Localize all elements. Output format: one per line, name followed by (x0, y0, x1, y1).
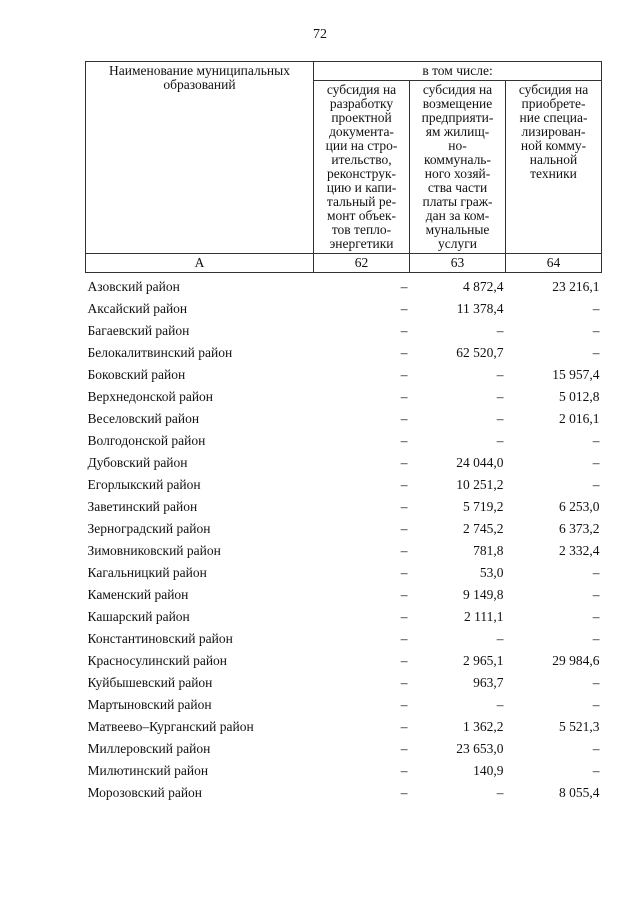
page-number: 72 (313, 27, 327, 42)
col-63-value: – (496, 323, 504, 338)
municipality-name: Мартыновский район (87, 697, 212, 712)
municipality-name: Морозовский район (87, 785, 203, 800)
municipality-name: Егорлыкский район (87, 477, 201, 492)
col-64-value: – (592, 741, 600, 756)
col-64-value: – (592, 675, 600, 690)
municipality-name: Константиновский район (87, 631, 233, 646)
table-row (86, 650, 602, 672)
table-row (86, 364, 602, 386)
col-63-header (410, 81, 506, 254)
table-row (86, 760, 602, 782)
col-62-value: – (400, 785, 408, 800)
subsidy-table (85, 61, 602, 804)
municipality-name: Азовский район (87, 279, 180, 294)
col-63-value: 62 520,7 (456, 345, 504, 360)
col-64-value: 2 016,1 (559, 411, 600, 426)
col-62-value: – (400, 433, 408, 448)
table-row (86, 716, 602, 738)
col-64-value: – (592, 345, 600, 360)
col-63-value: 781,8 (473, 543, 504, 558)
col-62-header (314, 81, 410, 254)
col-62-value: – (400, 521, 408, 536)
colnum-a: А (86, 254, 314, 273)
col-63-value: – (496, 697, 504, 712)
col-62-value: – (400, 675, 408, 690)
col-63-value: 11 378,4 (456, 301, 504, 316)
col-63-value: 2 965,1 (463, 653, 504, 668)
col-64-value: 8 055,4 (559, 785, 600, 800)
municipality-name-header (86, 62, 314, 254)
municipality-name: Верхнедонской район (87, 389, 214, 404)
table-row (86, 738, 602, 760)
table-row (86, 496, 602, 518)
colnum-63: 63 (410, 254, 506, 273)
municipality-name: Веселовский район (87, 411, 200, 426)
col-63-value: 5 719,2 (463, 499, 504, 514)
col-64-value: – (592, 587, 600, 602)
col-62-value: – (400, 323, 408, 338)
municipality-name: Боковский район (87, 367, 186, 382)
municipality-name: Милютинский район (87, 763, 209, 778)
municipality-name: Дубовский район (87, 455, 188, 470)
municipality-name: Белокалитвинский район (87, 345, 233, 360)
table-row (86, 386, 602, 408)
table-header (86, 62, 602, 273)
col-62-header-text: субсидия на разработку проектной документа- ции на стро- ительство, реконструк- цию и капи- тальный ре- монт объек- тов тепло- энергетики (325, 82, 398, 251)
table-row (86, 273, 602, 299)
table-row (86, 628, 602, 650)
col-63-value: 963,7 (473, 675, 504, 690)
col-63-value: 4 872,4 (463, 279, 504, 294)
table-row (86, 606, 602, 628)
col-63-value: 2 745,2 (463, 521, 504, 536)
col-62-value: – (400, 697, 408, 712)
col-63-value: – (496, 367, 504, 382)
table-row (86, 474, 602, 496)
municipality-name: Каменский район (87, 587, 189, 602)
table-row (86, 452, 602, 474)
colnum-62: 62 (314, 254, 410, 273)
col-62-value: – (400, 411, 408, 426)
col-63-value: 140,9 (473, 763, 504, 778)
col-64-value: 15 957,4 (552, 367, 600, 382)
municipality-name: Матвеево–Курганский район (87, 719, 254, 734)
col-62-value: – (400, 653, 408, 668)
col-62-value: – (400, 345, 408, 360)
col-62-value: – (400, 741, 408, 756)
municipality-name: Зерноградский район (87, 521, 211, 536)
col-62-value: – (400, 455, 408, 470)
table-row (86, 342, 602, 364)
col-62-value: – (400, 763, 408, 778)
col-64-value: 5 521,3 (559, 719, 600, 734)
col-64-value: 5 012,8 (559, 389, 600, 404)
col-63-value: 24 044,0 (456, 455, 504, 470)
col-64-value: 2 332,4 (559, 543, 600, 558)
table-body (86, 273, 602, 805)
col-62-value: – (400, 301, 408, 316)
col-64-value: 23 216,1 (552, 279, 600, 294)
col-64-value: 6 373,2 (559, 521, 600, 536)
col-64-value: 6 253,0 (559, 499, 600, 514)
table-row (86, 518, 602, 540)
col-62-value: – (400, 587, 408, 602)
table-row (86, 430, 602, 452)
col-63-value: 9 149,8 (463, 587, 504, 602)
col-64-value: – (592, 455, 600, 470)
table-row (86, 782, 602, 804)
col-62-value: – (400, 279, 408, 294)
column-number-row (86, 254, 602, 273)
table-row (86, 540, 602, 562)
col-62-value: – (400, 389, 408, 404)
col-63-value: – (496, 785, 504, 800)
col-64-value: 29 984,6 (552, 653, 600, 668)
municipality-name: Багаевский район (87, 323, 190, 338)
table-row (86, 694, 602, 716)
municipality-name: Аксайский район (87, 301, 188, 316)
col-63-value: 10 251,2 (456, 477, 504, 492)
table-row (86, 584, 602, 606)
col-62-value: – (400, 609, 408, 624)
col-64-value: – (592, 631, 600, 646)
municipality-name: Зимовниковский район (87, 543, 221, 558)
col-63-value: – (496, 631, 504, 646)
col-62-value: – (400, 367, 408, 382)
municipality-name: Красносулинский район (87, 653, 228, 668)
municipality-name: Куйбышевский район (87, 675, 213, 690)
col-64-value: – (592, 697, 600, 712)
col-64-value: – (592, 477, 600, 492)
col-64-value: – (592, 763, 600, 778)
municipality-name: Кагальницкий район (87, 565, 207, 580)
in-that-number-header: в том числе: (314, 62, 602, 81)
municipality-name: Миллеровский район (87, 741, 211, 756)
col-64-value: – (592, 301, 600, 316)
col-62-value: – (400, 631, 408, 646)
table-row (86, 320, 602, 342)
col-63-header-text: субсидия на возмещение предприяти- ям жилищ- но- коммуналь- ного хозяй- ства части платы граж- дан за ком- мунальные услуги (421, 82, 494, 251)
col-62-value: – (400, 499, 408, 514)
col-63-value: – (496, 389, 504, 404)
table-row (86, 408, 602, 430)
col-64-value: – (592, 565, 600, 580)
col-63-value: – (496, 433, 504, 448)
col-64-value: – (592, 433, 600, 448)
col-62-value: – (400, 719, 408, 734)
col-63-value: 2 111,1 (464, 609, 504, 624)
municipality-name: Волгодонской район (87, 433, 206, 448)
municipality-name: Заветинский район (87, 499, 198, 514)
col-63-value: 53,0 (479, 565, 504, 580)
col-63-value: 23 653,0 (456, 741, 504, 756)
municipality-name: Кашарский район (87, 609, 190, 624)
col-62-value: – (400, 477, 408, 492)
colnum-64: 64 (506, 254, 602, 273)
col-64-header-text: субсидия на приобрете- ние специа- лизирован- ной комму- нальной техники (518, 82, 589, 181)
col-63-value: – (496, 411, 504, 426)
table-row (86, 672, 602, 694)
table-row (86, 298, 602, 320)
col-64-value: – (592, 323, 600, 338)
col-63-value: 1 362,2 (463, 719, 504, 734)
table-row (86, 562, 602, 584)
col-62-value: – (400, 565, 408, 580)
name-header-text: Наименование муниципальных образований (109, 63, 290, 92)
col-62-value: – (400, 543, 408, 558)
col-64-header (506, 81, 602, 254)
col-64-value: – (592, 609, 600, 624)
